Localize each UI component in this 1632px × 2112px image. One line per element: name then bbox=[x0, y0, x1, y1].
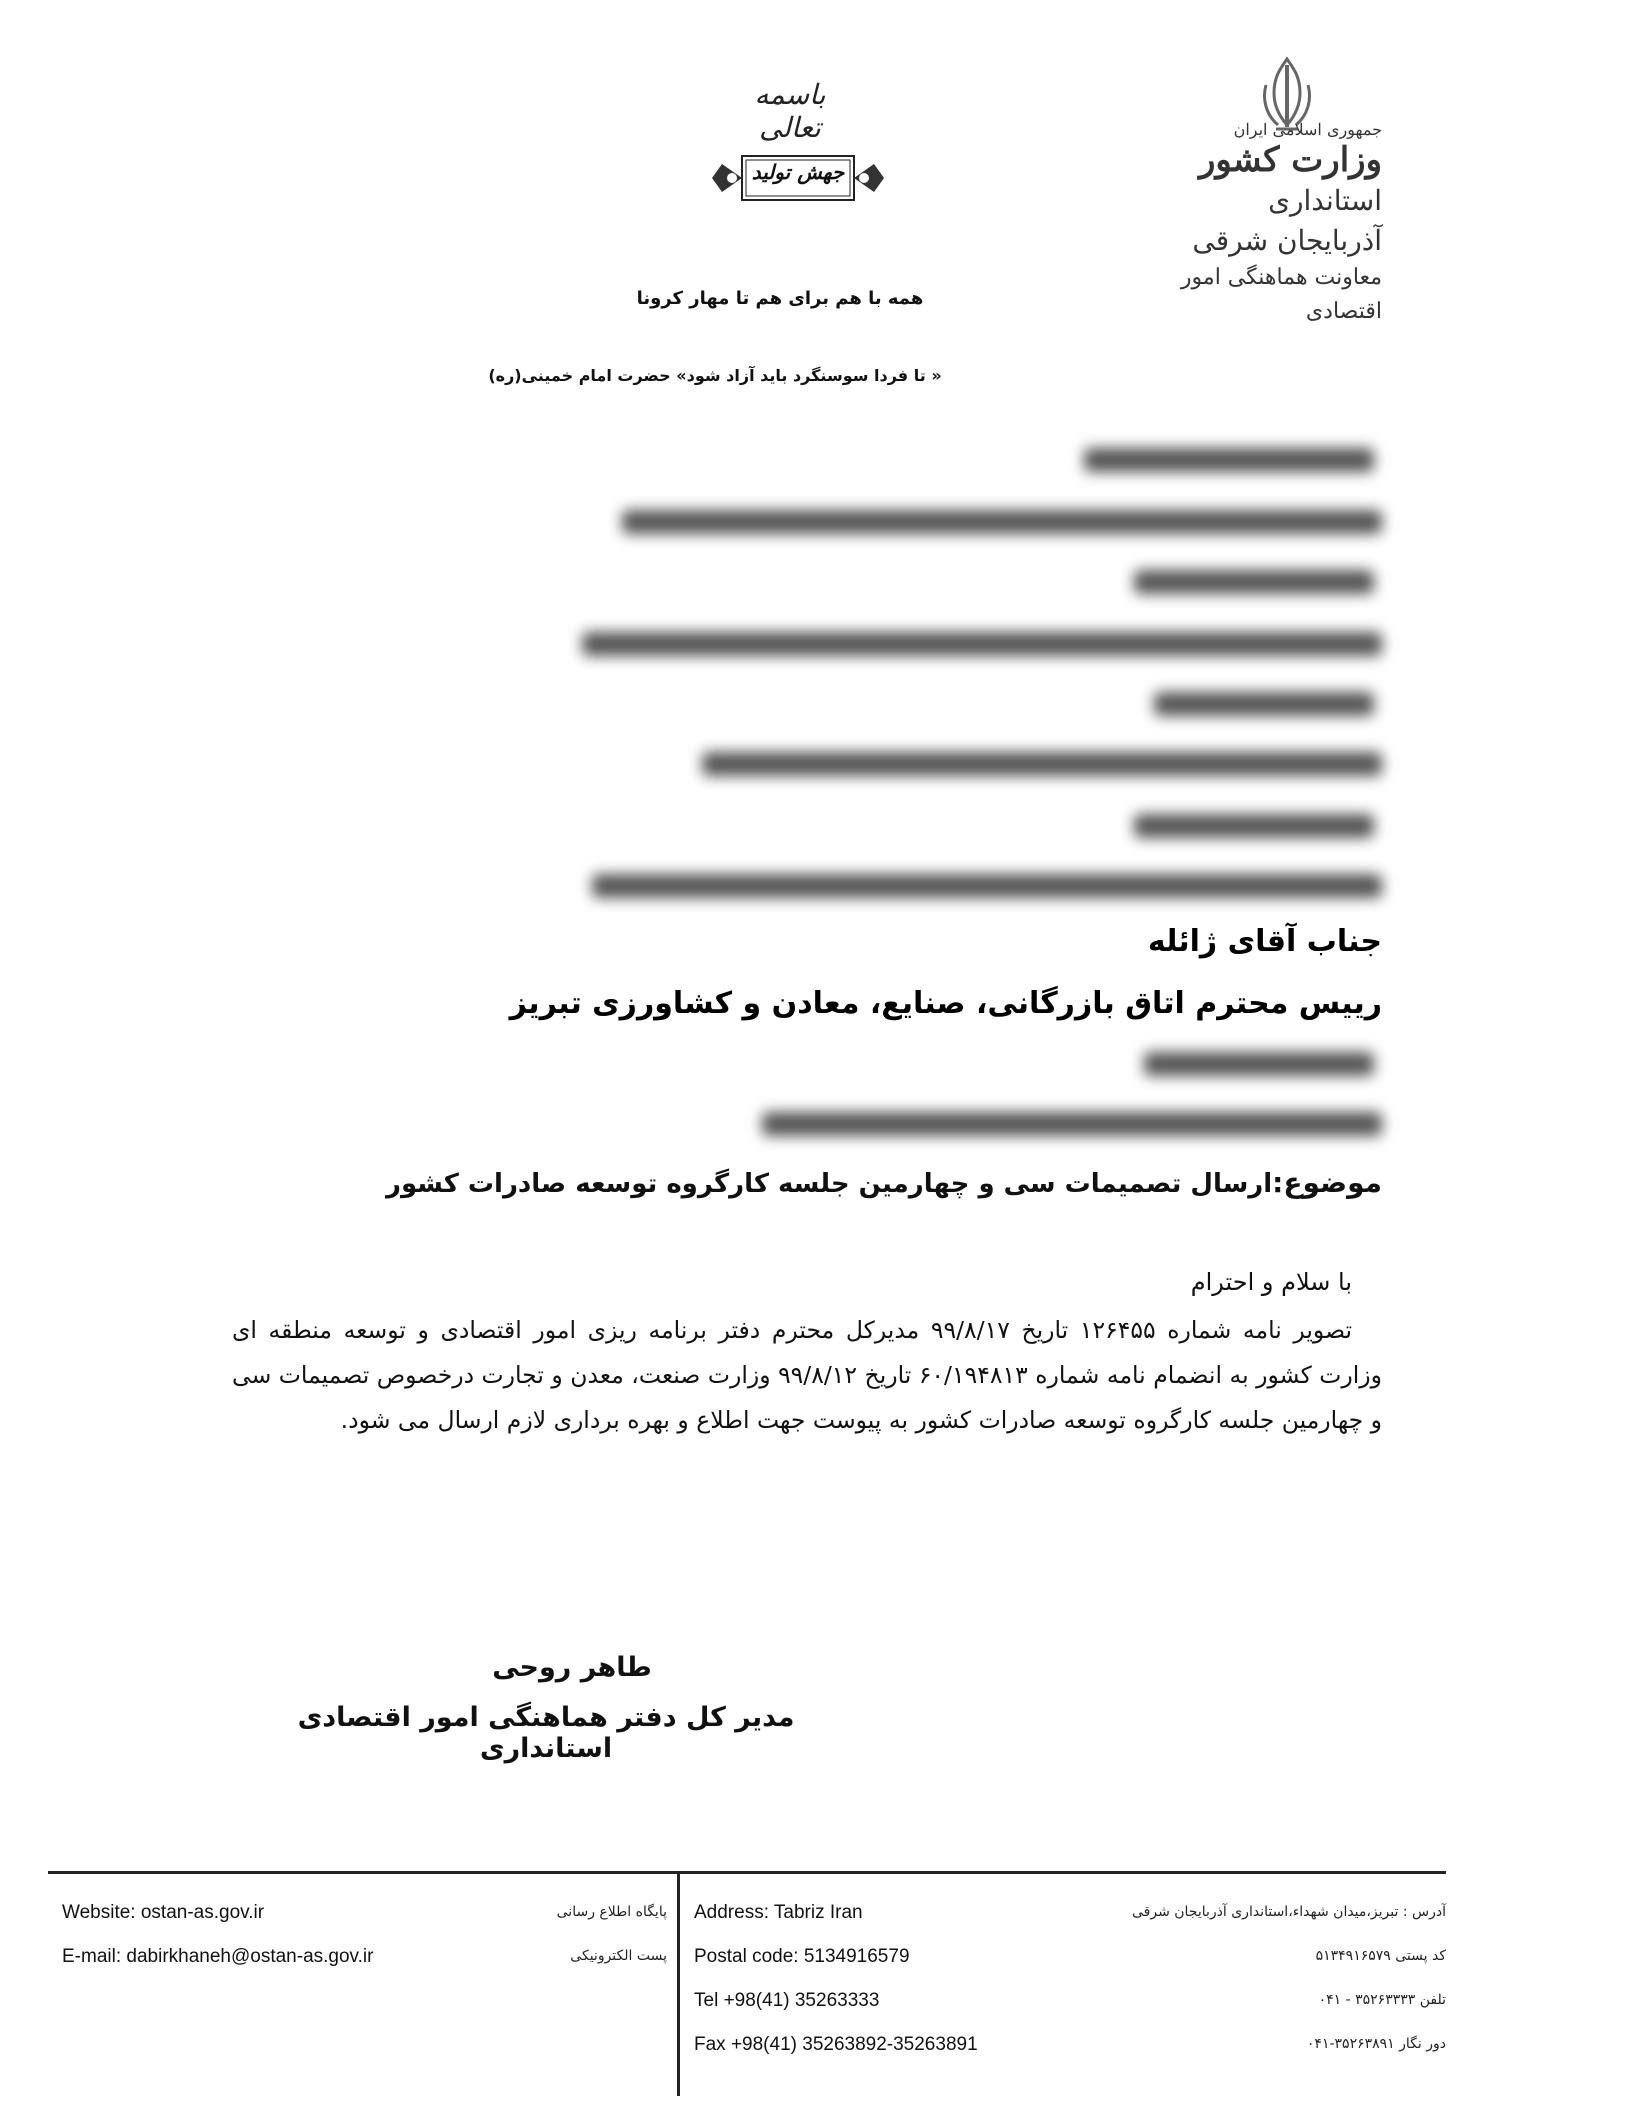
redacted-recipient-line bbox=[1084, 448, 1374, 472]
bismillah-heading: باسمه تعالی bbox=[754, 78, 826, 144]
footer-tel: Tel +98(41) 35263333 bbox=[694, 1990, 880, 2011]
ministry-line-country: جمهوری اسلامی ایران bbox=[1233, 120, 1382, 139]
body-paragraph: تصویر نامه شماره ۱۲۶۴۵۵ تاریخ ۹۹/۸/۱۷ مدیرکل محترم دفتر برنامه ریزی امور اقتصادی و توسعه منطقه ای وزارت کشور به انضمام نامه شماره ۶۰/۱۹۴۸۱۳ تاریخ ۹۹/۸/۱۲ وزارت صنعت، معدن و تجارت درخصوص تصمیمات سی و چهارمین جلسه کارگروه توسعه صادرات کشور به پیوست جهت اطلاع و بهره برداری لازم ارسال می شود. bbox=[232, 1316, 1382, 1434]
recipient-main-name: جناب آقای ژائله bbox=[1147, 924, 1382, 959]
footer-address-fa: آدرس : تبریز،میدان شهداء،استانداری آذربایجان شرقی bbox=[1131, 1904, 1446, 1920]
footer-tel-fa: تلفن ۳۵۲۶۳۳۳۳ - ۰۴۱ bbox=[1318, 1992, 1446, 2008]
footer-fax-fa: دور نگار ۳۵۲۶۳۸۹۱-۰۴۱ bbox=[1306, 2036, 1446, 2052]
redacted-recipient-line bbox=[1154, 692, 1374, 716]
footer-email: E-mail: dabirkhaneh@ostan-as.gov.ir bbox=[62, 1946, 374, 1967]
redacted-recipient-line bbox=[592, 874, 1382, 898]
redacted-recipient-line bbox=[1134, 814, 1374, 838]
redacted-recipient-line bbox=[762, 1112, 1382, 1136]
subject-label: موضوع: bbox=[1272, 1166, 1382, 1199]
redacted-recipient-line bbox=[1144, 1052, 1374, 1076]
greeting-text: با سلام و احترام bbox=[1190, 1268, 1352, 1296]
signatory-name: طاهر روحی bbox=[492, 1652, 652, 1683]
redacted-recipient-line bbox=[1134, 570, 1374, 594]
subject-text: ارسال تصمیمات سی و چهارمین جلسه کارگروه توسعه صادرات کشور bbox=[386, 1169, 1273, 1199]
ministry-line-governorate: استانداری آذربایجان شرقی bbox=[1192, 184, 1382, 257]
quote-text: « تا فردا سوسنگرد باید آزاد شود» حضرت امام خمینی(ره) bbox=[488, 366, 942, 385]
footer-email-label-fa: پست الکترونیکی bbox=[570, 1948, 667, 1964]
slogan-text: جهش تولید bbox=[751, 160, 845, 184]
footer-website: Website: ostan-as.gov.ir bbox=[62, 1902, 265, 1923]
redacted-recipient-line bbox=[622, 510, 1382, 534]
ministry-line-deputy: معاونت هماهنگی امور اقتصادی bbox=[1180, 265, 1382, 324]
motto-text: همه با هم برای هم تا مهار کرونا bbox=[636, 288, 924, 309]
footer-fax: Fax +98(41) 35263892-35263891 bbox=[694, 2034, 978, 2055]
footer-divider-horizontal bbox=[48, 1871, 1446, 1874]
footer-address: Address: Tabriz Iran bbox=[694, 1902, 863, 1923]
signatory-title: مدیر کل دفتر هماهنگی امور اقتصادی استانداری bbox=[297, 1702, 795, 1764]
footer-divider-vertical bbox=[677, 1874, 680, 2096]
footer-postal-code-fa: کد پستی ۵۱۳۴۹۱۶۵۷۹ bbox=[1315, 1948, 1446, 1964]
footer-postal-code: Postal code: 5134916579 bbox=[694, 1946, 910, 1967]
ministry-line-ministry: وزارت کشور bbox=[1198, 140, 1382, 180]
redacted-recipient-line bbox=[582, 632, 1382, 656]
footer-website-label-fa: پایگاه اطلاع رسانی bbox=[556, 1904, 667, 1920]
redacted-recipient-line bbox=[702, 752, 1382, 776]
subject-line bbox=[386, 1166, 1382, 1199]
recipient-main-title: رییس محترم اتاق بازرگانی، صنایع، معادن و کشاورزی تبریز bbox=[509, 986, 1382, 1021]
